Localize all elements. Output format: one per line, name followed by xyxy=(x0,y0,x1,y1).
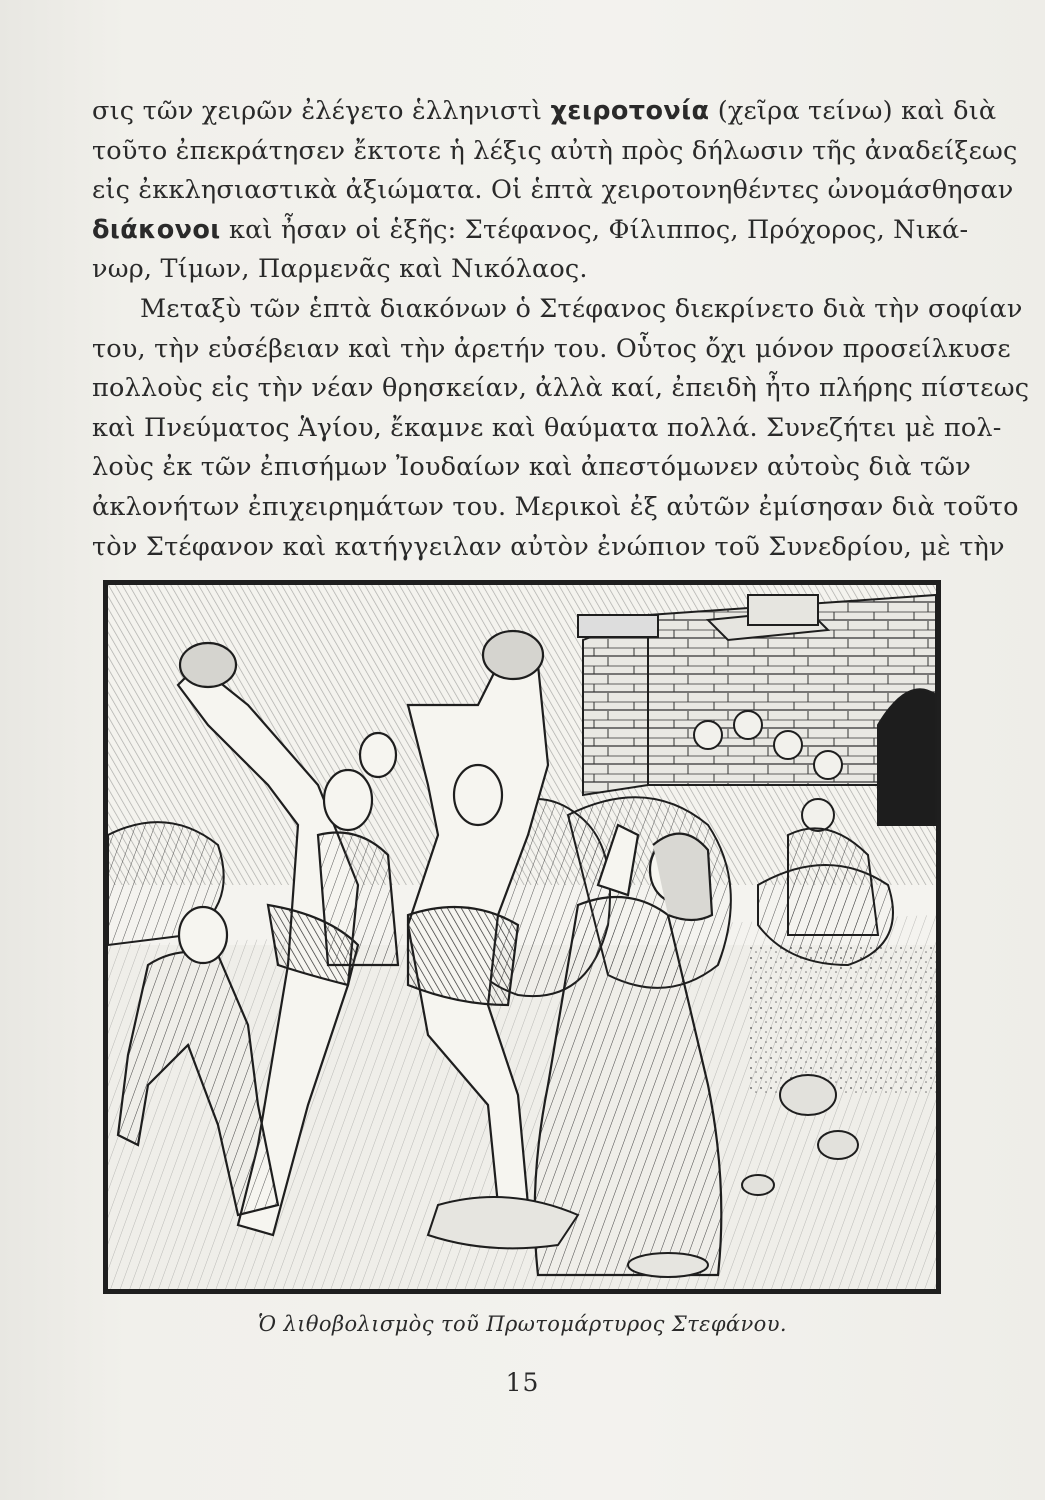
bold-term: χειροτονία xyxy=(550,96,710,126)
text-line: λοὺς ἐκ τῶν ἐπισήμων Ἰουδαίων καὶ ἀπεστόμωνεν αὐτοὺς διὰ τῶν xyxy=(92,452,971,483)
text-line: πολλοὺς εἰς τὴν νέαν θρησκείαν, ἀλλὰ καί, ἐπειδὴ ἦτο πλήρης πίστεως xyxy=(92,373,1030,404)
text-line xyxy=(92,92,997,132)
body-text xyxy=(92,92,1030,567)
text-line xyxy=(92,211,969,251)
text-line: τὸν Στέφανον καὶ κατήγγειλαν αὐτὸν ἐνώπιον τοῦ Συνεδρίου, μὲ τὴν xyxy=(92,531,1005,562)
paragraph-start-line: Μεταξὺ τῶν ἑπτὰ διακόνων ὁ Στέφανος διεκρίνετο διὰ τὴν σοφίαν xyxy=(140,293,1023,324)
text-segment: σις τῶν χειρῶν ἐλέγετο ἑλληνιστὶ xyxy=(92,96,551,126)
stoning-illustration xyxy=(103,580,941,1294)
text-segment: καὶ ἦσαν οἱ ἑξῆς: Στέφανος, Φίλιππος, Πρόχορος, Νικά- xyxy=(220,214,969,245)
text-line: εἰς ἐκκλησιαστικὰ ἀξιώματα. Οἱ ἑπτὰ χειροτονηθέντες ὠνομάσθησαν xyxy=(92,175,1014,206)
text-line: νωρ, Τίμων, Παρμενᾶς καὶ Νικόλαος. xyxy=(92,254,588,285)
text-line: καὶ Πνεύματος Ἁγίου, ἔκαμνε καὶ θαύματα πολλά. Συνεζήτει μὲ πολ- xyxy=(92,412,1002,443)
page-number: 15 xyxy=(505,1368,540,1397)
text-line: του, τὴν εὐσέβειαν καὶ τὴν ἀρετήν του. Οὗτος ὄχι μόνον προσείλκυσε xyxy=(92,333,1011,364)
text-segment: (χεῖρα τείνω) καὶ διὰ xyxy=(709,96,997,126)
text-line: ἀκλονήτων ἐπιχειρημάτων του. Μερικοὶ ἐξ αὐτῶν ἐμίσησαν διὰ τοῦτο xyxy=(92,491,1019,522)
figure-caption: Ὁ λιθοβολισμὸς τοῦ Πρωτομάρτυρος Στεφάνου. xyxy=(258,1312,787,1336)
bold-term: διάκονοι xyxy=(92,214,221,245)
engraving-artwork xyxy=(108,585,936,1289)
text-line: τοῦτο ἐπεκράτησεν ἔκτοτε ἡ λέξις αὐτὴ πρὸς δήλωσιν τῆς ἀναδείξεως xyxy=(92,135,1018,166)
